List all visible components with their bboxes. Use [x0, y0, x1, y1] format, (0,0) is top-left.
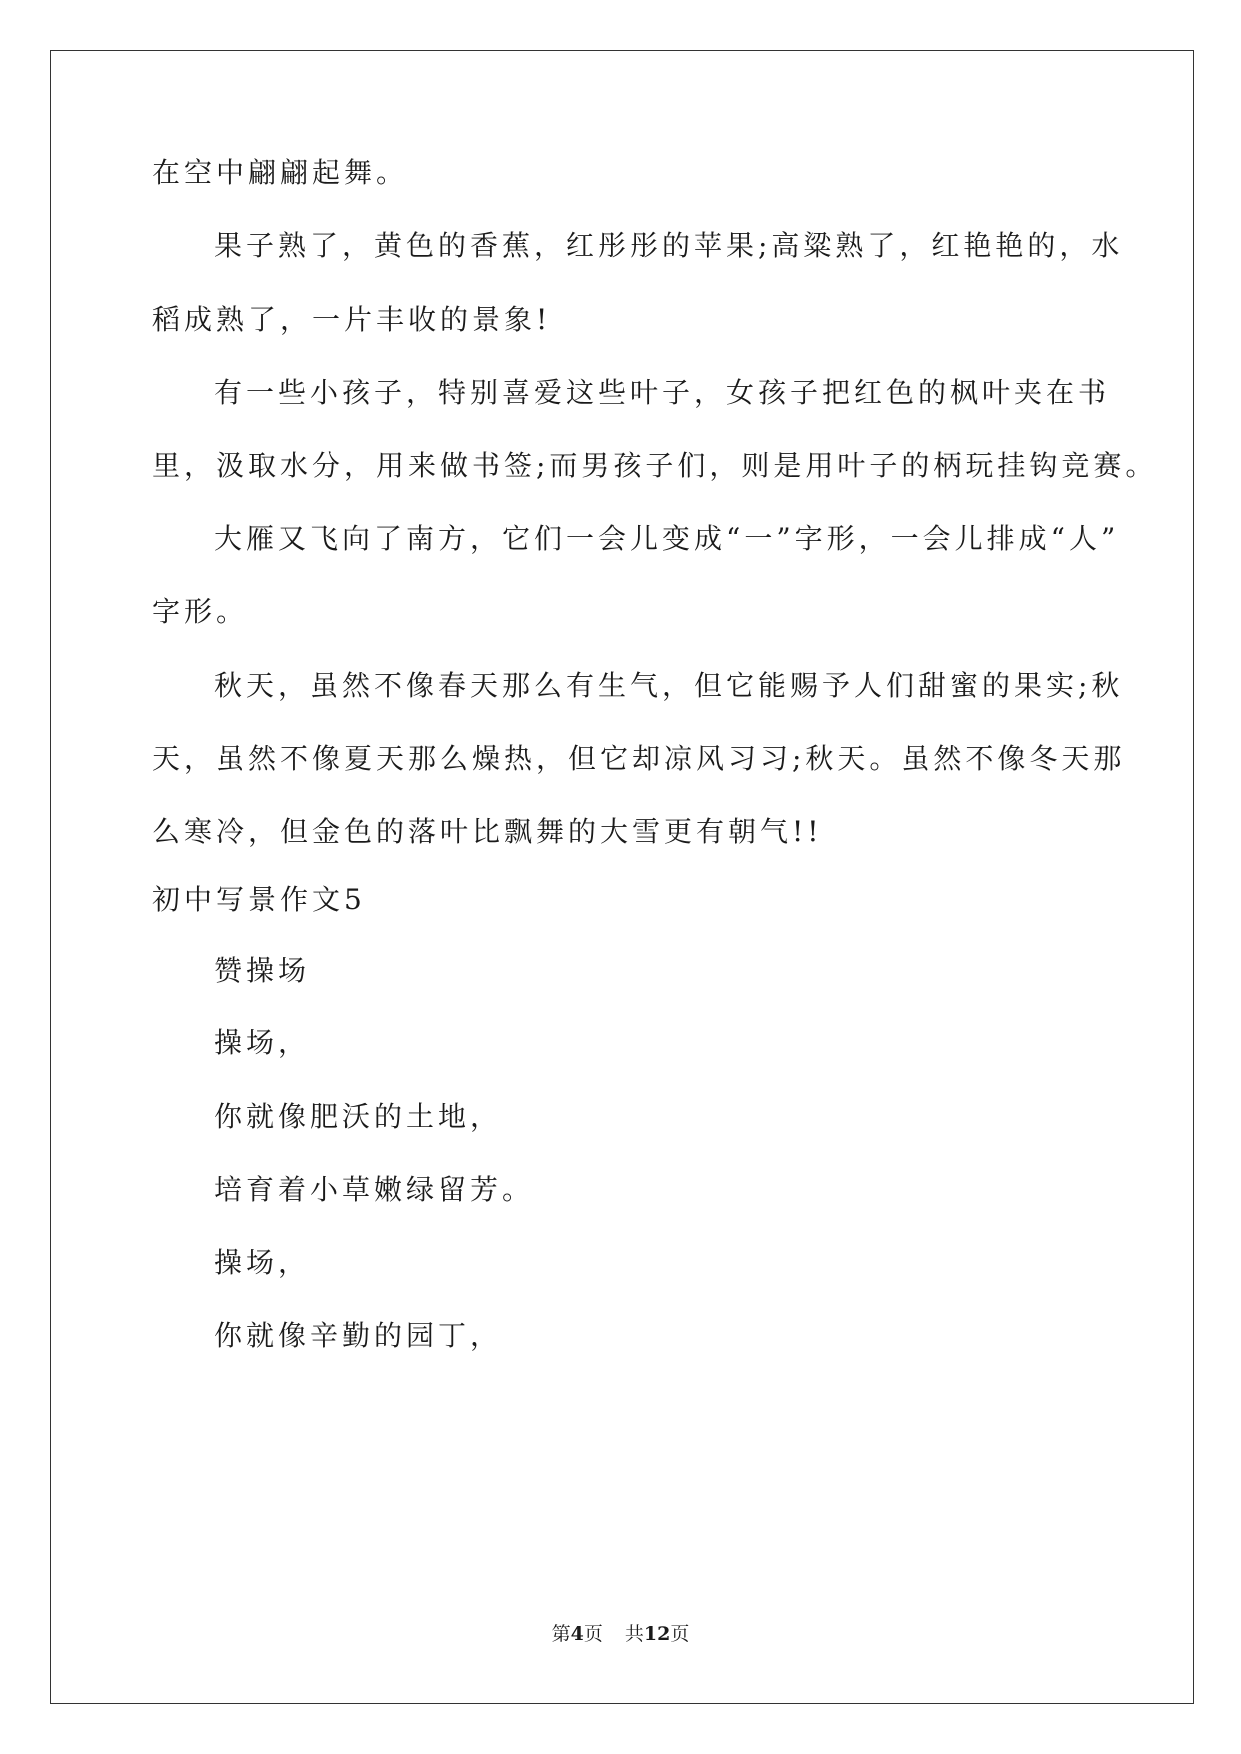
page-footer	[0, 1622, 1241, 1646]
footer-total-suffix: 页	[670, 1623, 690, 1645]
poem-line: 你就像辛勤的园丁，	[214, 1319, 503, 1352]
poem-line: 操场，	[214, 1246, 311, 1279]
poem-title: 赞操场	[214, 954, 311, 987]
paragraph-line: 有一些小孩子，特别喜爱这些叶子，女孩子把红色的枫叶夹在书	[214, 376, 1111, 409]
section-heading: 初中写景作文5	[152, 883, 366, 916]
footer-total-prefix: 共	[624, 1623, 644, 1645]
current-page-number: 4	[570, 1623, 584, 1645]
poem-line: 你就像肥沃的土地，	[214, 1100, 503, 1133]
page-border	[50, 50, 1194, 1704]
text-line: 字形。	[152, 595, 249, 628]
paragraph-line: 果子熟了，黄色的香蕉，红彤彤的苹果;高粱熟了，红艳艳的，水	[214, 229, 1124, 262]
total-page-count: 12	[643, 1623, 671, 1645]
text-line: 稻成熟了，一片丰收的景象!	[152, 303, 552, 336]
poem-line: 培育着小草嫩绿留芳。	[214, 1173, 535, 1206]
text-line: 天，虽然不像夏天那么燥热，但它却凉风习习;秋天。虽然不像冬天那	[152, 742, 1126, 775]
poem-line: 操场，	[214, 1026, 311, 1059]
paragraph-line: 大雁又飞向了南方，它们一会儿变成“一”字形，一会儿排成“人”	[214, 522, 1120, 555]
text-line: 么寒冷，但金色的落叶比飘舞的大雪更有朝气!!	[152, 815, 823, 848]
footer-page-suffix: 页	[583, 1623, 603, 1645]
footer-prefix: 第	[551, 1623, 571, 1645]
paragraph-line: 秋天，虽然不像春天那么有生气，但它能赐予人们甜蜜的果实;秋	[214, 669, 1124, 702]
text-line: 在空中翩翩起舞。	[152, 156, 409, 189]
text-line: 里，汲取水分，用来做书签;而男孩子们，则是用叶子的柄玩挂钩竞赛。	[152, 449, 1158, 482]
